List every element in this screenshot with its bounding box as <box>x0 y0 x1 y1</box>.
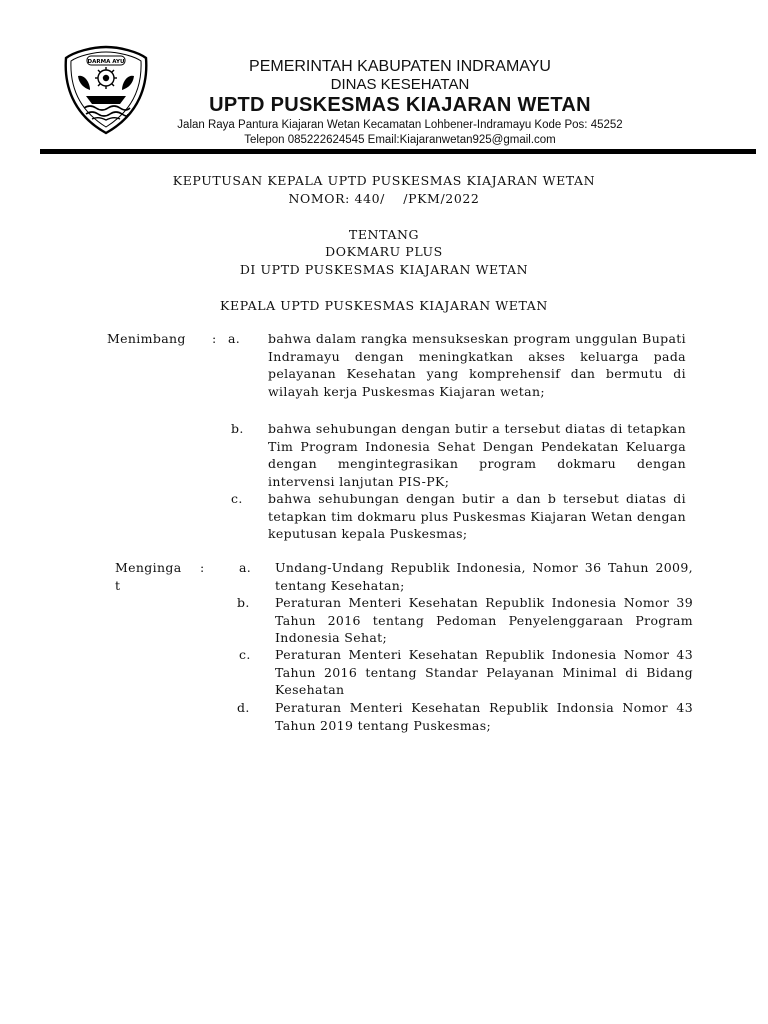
mengingat-item-d: Peraturan Menteri Kesehatan Republik Indonsia Nomor 43 Tahun 2019 tentang Puskesmas; <box>275 700 693 733</box>
menimbang-colon: : <box>212 331 217 346</box>
mengingat-letter-d: d. <box>237 700 250 715</box>
letterhead-divider <box>40 149 756 154</box>
mengingat-label: Mengingat <box>115 560 182 593</box>
about-label: TENTANG <box>348 227 420 242</box>
mengingat-item-b: Peraturan Menteri Kesehatan Republik Indonesia Nomor 39 Tahun 2016 tentang Pedoman Penyelenggaraan Program Indonesia Sehat; <box>275 595 693 645</box>
government-name: PEMERINTAH KABUPATEN INDRAMAYU <box>249 58 551 75</box>
contact-line: Telepon 085222624545 Email:Kiajaranwetan925@gmail.com <box>244 134 556 146</box>
address-line: Jalan Raya Pantura Kiajaran Wetan Kecamatan Lohbener-Indramayu Kode Pos: 45252 <box>177 119 623 131</box>
menimbang-letter-c: c. <box>231 491 243 506</box>
letterhead <box>150 58 650 147</box>
mengingat-letter-a: a. <box>239 560 252 575</box>
department-name: DINAS KESEHATAN <box>330 76 470 93</box>
decree-heading: KEPUTUSAN KEPALA UPTD PUSKESMAS KIAJARAN WETAN <box>172 173 596 188</box>
subject-line-1: DOKMARU PLUS <box>325 244 443 259</box>
menimbang-label: Menimbang <box>107 331 186 346</box>
regency-emblem-icon <box>60 44 152 136</box>
mengingat-letter-b: b. <box>237 595 250 610</box>
menimbang-letter-a: a. <box>228 331 241 346</box>
mengingat-colon: : <box>200 560 205 575</box>
mengingat-item-a: Undang-Undang Republik Indonesia, Nomor 36 Tahun 2009, tentang Kesehatan; <box>275 560 693 593</box>
subject-line-2: DI UPTD PUSKESMAS KIAJARAN WETAN <box>239 262 529 277</box>
menimbang-item-b: bahwa sehubungan dengan butir a tersebut diatas di tetapkan Tim Program Indonesia Sehat Dengan Pendekatan Keluarga dengan mengintegrasikan program dokmaru dengan intervensi lanjutan PIS-PK; <box>268 421 686 489</box>
menimbang-item-a: bahwa dalam rangka mensukseskan program unggulan Bupati Indramayu dengan meningkatkan akses keluarga pada pelayanan Kesehatan yang komprehensif dan bermutu di wilayah kerja Puskesmas Kiajaran wetan; <box>268 331 686 399</box>
institution-name: UPTD PUSKESMAS KIAJARAN WETAN <box>209 94 591 116</box>
decree-number: NOMOR: 440/ /PKM/2022 <box>288 191 480 206</box>
issuer-title: KEPALA UPTD PUSKESMAS KIAJARAN WETAN <box>220 298 548 313</box>
menimbang-item-c: bahwa sehubungan dengan butir a dan b tersebut diatas di tetapkan tim dokmaru plus Puskesmas Kiajaran Wetan dengan keputusan kepala Puskesmas; <box>268 491 686 541</box>
emblem-banner-text: DARMA AYU <box>87 59 125 65</box>
menimbang-letter-b: b. <box>231 421 244 436</box>
mengingat-item-c: Peraturan Menteri Kesehatan Republik Indonesia Nomor 43 Tahun 2016 tentang Standar Pelayanan Minimal di Bidang Kesehatan <box>275 647 693 697</box>
mengingat-letter-c: c. <box>239 647 251 662</box>
